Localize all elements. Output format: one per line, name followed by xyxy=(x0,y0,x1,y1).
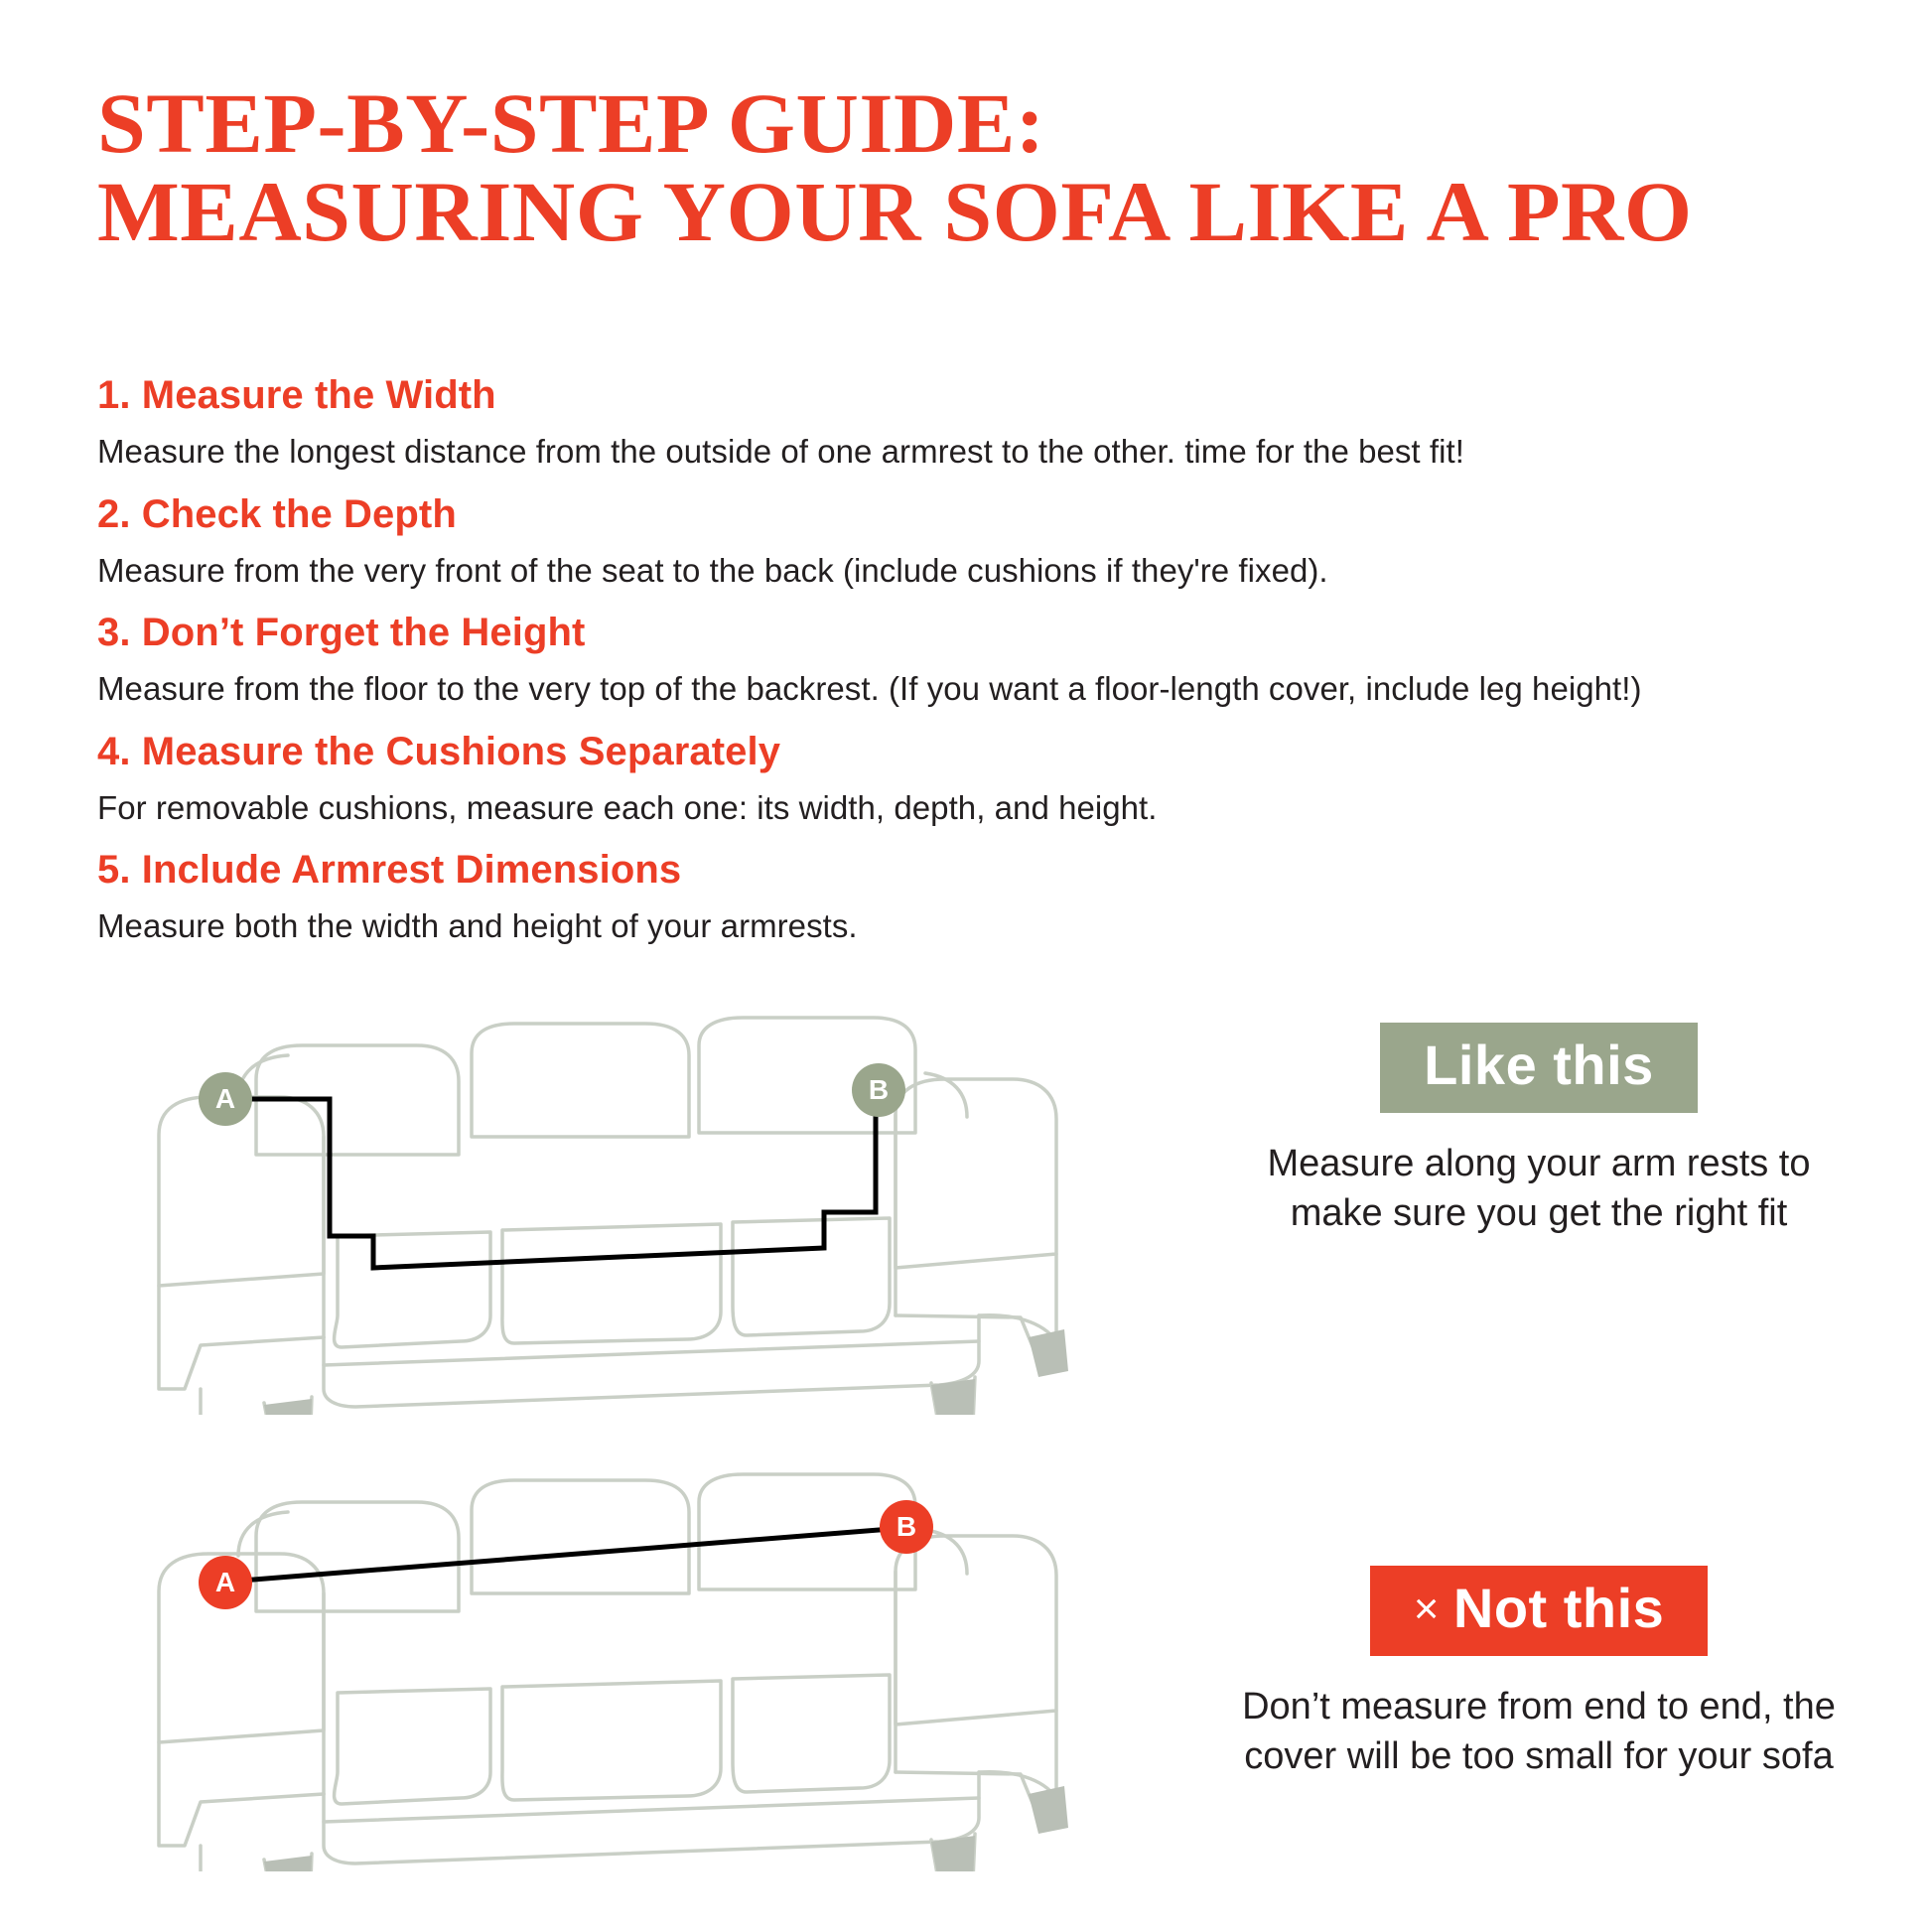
badge-a-incorrect: A xyxy=(199,1556,252,1609)
callout-not-this xyxy=(1221,1566,1857,1781)
sofa-illustrations xyxy=(89,978,1181,1871)
callout-like-this xyxy=(1221,1023,1857,1238)
badge-a-correct: A xyxy=(199,1072,252,1126)
not-this-text: Don’t measure from end to end, the cover will be too small for your sofa xyxy=(1242,1685,1836,1778)
step-3 xyxy=(97,603,1874,714)
callouts-column xyxy=(1221,1023,1857,1781)
sofa-outline-correct-icon xyxy=(89,988,1152,1415)
step-3-body: Measure from the floor to the very top of the backrest. (If you want a floor-length cover, include leg height!) xyxy=(97,670,1642,707)
step-2 xyxy=(97,484,1874,596)
step-2-body: Measure from the very front of the seat to the back (include cushions if they're fixed). xyxy=(97,551,1328,589)
like-this-banner: Like this xyxy=(1380,1023,1698,1113)
measurement-line-incorrect xyxy=(228,1528,903,1582)
sofa-diagram-incorrect xyxy=(89,1445,1152,1871)
measurement-line-correct xyxy=(228,1091,876,1268)
sofa-outline-incorrect-icon xyxy=(89,1445,1152,1871)
badge-b-incorrect: B xyxy=(880,1500,933,1554)
step-5 xyxy=(97,840,1874,951)
step-1-body: Measure the longest distance from the outside of one armrest to the other. time for the best fit! xyxy=(97,433,1464,470)
step-4-body: For removable cushions, measure each one: its width, depth, and height. xyxy=(97,788,1158,826)
page-title xyxy=(97,75,1864,260)
step-1-heading: 1. Measure the Width xyxy=(97,373,496,417)
step-5-body: Measure both the width and height of your armrests. xyxy=(97,907,858,944)
sofa-diagram-correct xyxy=(89,988,1152,1415)
steps-list xyxy=(97,365,1874,959)
step-1 xyxy=(97,365,1874,477)
step-4 xyxy=(97,722,1874,833)
title-line-1: STEP-BY-STEP GUIDE: xyxy=(97,75,1045,171)
badge-b-correct: B xyxy=(852,1063,905,1117)
like-this-text: Measure along your arm rests to make sure you get the right fit xyxy=(1267,1142,1811,1234)
not-this-banner xyxy=(1370,1566,1709,1656)
step-3-heading: 3. Don’t Forget the Height xyxy=(97,611,586,654)
x-icon: × xyxy=(1413,1585,1440,1634)
step-5-heading: 5. Include Armrest Dimensions xyxy=(97,848,682,892)
not-this-banner-label: Not this xyxy=(1452,1577,1665,1640)
step-2-heading: 2. Check the Depth xyxy=(97,491,457,536)
step-4-heading: 4. Measure the Cushions Separately xyxy=(97,729,781,773)
title-line-2: MEASURING YOUR SOFA LIKE A PRO xyxy=(97,164,1693,260)
